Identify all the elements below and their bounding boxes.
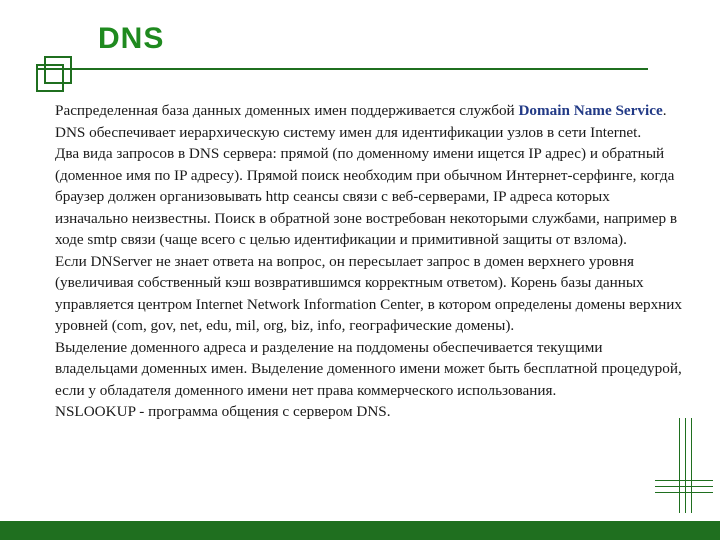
paragraph-2: Два вида запросов в DNS сервера: прямой (по доменному имени ищется IP адрес) и обратный (доменное имя по IP адресу). Прямой поиск необходим при обычном Интернет-серфинге, когда браузер должен организовывать http сеансы связи с веб-серверами, IP адреса которых изначально неизвестны. Поиск в обратной зоне востребован некоторыми службами, например в ходе smtp связи (чаще всего с целью идентификации и примитивной защиты от взлома). — [55, 145, 678, 248]
decorative-line — [655, 486, 713, 487]
paragraph-5: NSLOOKUP - программа общения с сервером DNS. — [55, 403, 391, 420]
paragraph-3: Если DNServer не знает ответа на вопрос, он пересылает запрос в домен верхнего уровня (увеличивая собственный кэш возвратившимся корректным ответом). Корень базы данных управляется центром Internet Network Information Center, в котором определены домены верхних уровней (com, gov, net, edu, mil, org, biz, info, географические домены). — [55, 252, 683, 334]
decorative-line — [655, 492, 713, 493]
paragraph-1 — [55, 100, 683, 143]
paragraph-text: . DNS обеспечивает иерархическую систему имен для идентификации узлов в сети Internet. — [55, 102, 667, 141]
paragraph-text: Распределенная база данных доменных имен поддерживается службой — [55, 102, 519, 119]
title-rule — [38, 68, 648, 70]
decorative-line — [679, 418, 680, 513]
decorative-line — [685, 418, 686, 513]
highlighted-term: Domain Name Service — [518, 102, 663, 119]
paragraph-4: Выделение доменного адреса и разделение на поддомены обеспечивается текущими владельцами доменных имен. Выделение доменного имени может быть бесплатной процедурой, если у обладателя доменного имени нет права коммерческого использования. — [55, 338, 682, 399]
decorative-line — [691, 418, 692, 513]
slide-body — [55, 100, 683, 423]
footer-bar — [0, 521, 720, 540]
slide-title: DNS — [98, 22, 165, 55]
decorative-line — [655, 480, 713, 481]
